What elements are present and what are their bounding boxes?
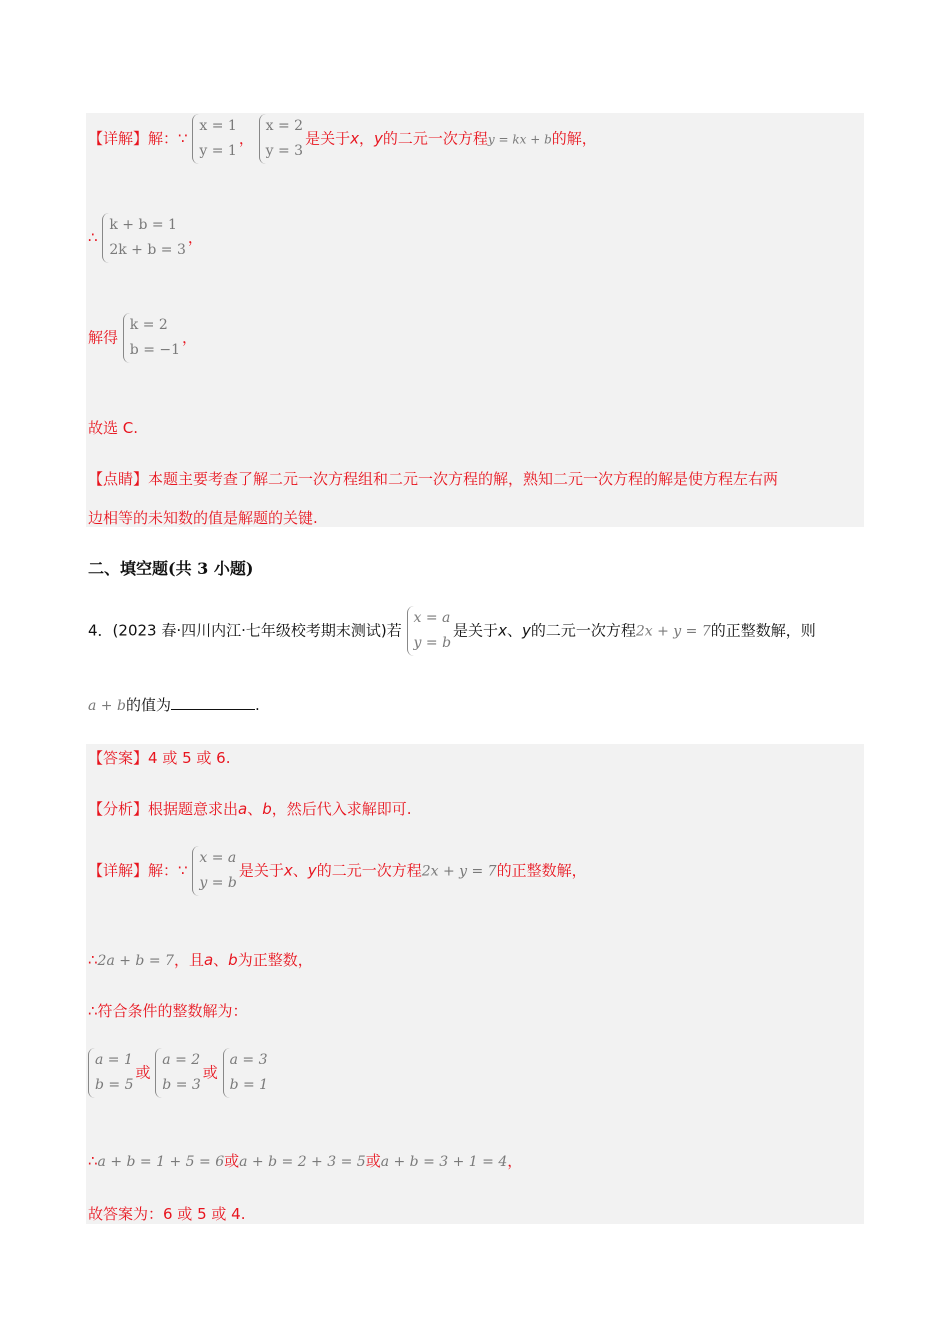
equation-system: x = a y = b xyxy=(192,846,237,896)
q4-final-answer: 故答案为：6 或 5 或 4. xyxy=(88,1205,246,1223)
q4-step2: ∴2a + b = 7，且a、b为正整数， xyxy=(88,951,313,969)
analysis-label: 【分析】 xyxy=(88,800,149,818)
equation-system: a = 2 b = 3 xyxy=(155,1048,201,1098)
detail-label: 【详解】 xyxy=(88,129,149,148)
equation-system: x = a y = b xyxy=(407,606,452,656)
equation-system: a = 1 b = 5 xyxy=(88,1048,134,1098)
q3-choice: 故选 C. xyxy=(88,419,139,437)
answer-label: 【答案】 xyxy=(88,749,149,767)
question-source: (2023 春·四川内江·七年级校考期末测试) xyxy=(112,621,387,640)
q4-answer: 【答案】4 或 5 或 6. xyxy=(88,749,231,767)
q4-solutions: a = 1 b = 5 或 a = 2 b = 3 或 a = 3 b = 1 xyxy=(88,1048,270,1098)
q4-question: 4．(2023 春·四川内江·七年级校考期末测试)若 x = a y = b 是关于x、y的二元一次方程2x + y = 7的正整数解，则 xyxy=(88,606,816,656)
equation: a + b = 3 + 1 = 4 xyxy=(380,1154,508,1170)
equation-system: a = 3 b = 1 xyxy=(223,1048,269,1098)
q4-detail-line: 【详解】解：∵ x = a y = b 是关于x、y的二元一次方程2x + y = 7的正整数解， xyxy=(88,846,587,896)
detail-label: 【详解】 xyxy=(88,861,149,880)
equation: a + b = 2 + 3 = 5 xyxy=(239,1154,366,1170)
section-heading: 二、填空题(共 3 小题) xyxy=(88,559,254,578)
equation: 2a + b = 7 xyxy=(97,953,174,969)
comment-label: 【点睛】 xyxy=(88,470,149,488)
equation-system: x = 1 y = 1 xyxy=(192,114,236,164)
q3-solve-line: 解得 k = 2 b = −1 ， xyxy=(88,313,197,363)
equation: y = kx + b xyxy=(487,132,552,147)
equation: a + b = 1 + 5 = 6 xyxy=(97,1154,225,1170)
q3-comment-line2: 边相等的未知数的值是解题的关键. xyxy=(88,509,318,527)
q3-solution-box xyxy=(86,113,864,527)
equation-system: k = 2 b = −1 xyxy=(123,313,180,363)
answer-blank xyxy=(171,695,255,710)
question-number: 4． xyxy=(88,621,113,640)
q3-comment: 【点睛】本题主要考查了解二元一次方程组和二元一次方程的解，熟知二元一次方程的解是使方程左右两 xyxy=(88,470,779,488)
equation: 2x + y = 7 xyxy=(635,623,711,640)
q4-step4: ∴a + b = 1 + 5 = 6或a + b = 2 + 3 = 5或a + b = 3 + 1 = 4， xyxy=(88,1152,523,1170)
equation-system: x = 2 y = 3 xyxy=(259,114,303,164)
q4-step3: ∴符合条件的整数解为： xyxy=(88,1002,248,1020)
equation: 2x + y = 7 xyxy=(421,863,497,880)
q3-therefore-line: ∴ k + b = 1 2k + b = 3 ， xyxy=(88,213,203,263)
q3-detail-line: 【详解】解：∵ x = 1 y = 1 ， x = 2 y = 3 是关于x，y的二元一次方程y = kx + b的解， xyxy=(88,114,597,164)
q4-analysis: 【分析】根据题意求出a、b，然后代入求解即可. xyxy=(88,800,412,818)
q4-question-line2: a + b的值为 . xyxy=(88,696,260,714)
equation-system: k + b = 1 2k + b = 3 xyxy=(102,213,186,263)
